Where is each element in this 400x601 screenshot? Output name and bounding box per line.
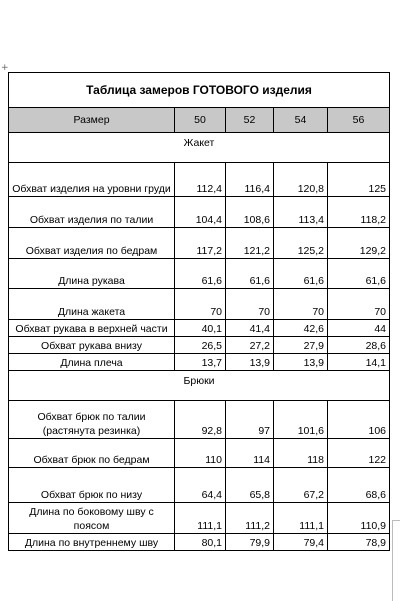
table-row (9, 468, 390, 503)
measurement-label: Длина рукава (9, 259, 175, 289)
measurement-value: 78,9 (328, 534, 390, 551)
table-row (9, 503, 390, 534)
measurement-value: 70 (226, 289, 274, 320)
table-row (9, 259, 390, 289)
measurement-label: Обхват брюк по талии (растянута резинка) (9, 401, 175, 439)
measurement-value: 44 (328, 320, 390, 337)
measurement-label: Обхват изделия по талии (9, 197, 175, 228)
measurements-table (8, 72, 390, 551)
measurement-label: Обхват изделия по бедрам (9, 228, 175, 259)
measurement-label: Обхват рукава внизу (9, 337, 175, 354)
measurement-value: 101,6 (274, 401, 328, 439)
measurement-label: Обхват брюк по низу (9, 468, 175, 503)
measurement-value: 111,1 (274, 503, 328, 534)
size-header-cell: 50 (175, 108, 226, 133)
measurement-label: Обхват брюк по бедрам (9, 439, 175, 468)
measurement-value: 111,1 (175, 503, 226, 534)
measurement-value: 13,9 (274, 354, 328, 371)
table-move-handle-icon[interactable]: + (1, 63, 9, 73)
measurement-value: 110,9 (328, 503, 390, 534)
measurement-value: 27,2 (226, 337, 274, 354)
measurement-value: 26,5 (175, 337, 226, 354)
size-header-cell: 52 (226, 108, 274, 133)
size-header-cell: 56 (328, 108, 390, 133)
section-title: Брюки (9, 371, 390, 401)
table-row (9, 163, 390, 197)
measurement-label: Обхват рукава в верхней части (9, 320, 175, 337)
measurement-label: Длина жакета (9, 289, 175, 320)
measurement-value: 28,6 (328, 337, 390, 354)
table-row (9, 289, 390, 320)
measurement-value: 106 (328, 401, 390, 439)
section-header-row (9, 133, 390, 163)
table-header-row (9, 108, 390, 133)
measurement-value: 112,4 (175, 163, 226, 197)
measurement-value: 125,2 (274, 228, 328, 259)
table-row (9, 337, 390, 354)
measurement-value: 113,4 (274, 197, 328, 228)
table-title: Таблица замеров ГОТОВОГО изделия (9, 73, 390, 108)
measurement-value: 70 (274, 289, 328, 320)
measurement-value: 118,2 (328, 197, 390, 228)
page-corner-marker (392, 520, 400, 601)
measurement-value: 116,4 (226, 163, 274, 197)
measurement-value: 80,1 (175, 534, 226, 551)
measurement-value: 67,2 (274, 468, 328, 503)
measurement-value: 61,6 (226, 259, 274, 289)
table-row (9, 197, 390, 228)
measurement-value: 79,4 (274, 534, 328, 551)
measurement-value: 13,7 (175, 354, 226, 371)
measurement-value: 117,2 (175, 228, 226, 259)
section-header-row (9, 371, 390, 401)
size-header-label: Размер (9, 108, 175, 133)
measurement-value: 27,9 (274, 337, 328, 354)
measurement-value: 70 (328, 289, 390, 320)
table-title-row (9, 73, 390, 108)
measurement-value: 114 (226, 439, 274, 468)
measurement-value: 61,6 (274, 259, 328, 289)
table-row (9, 354, 390, 371)
measurement-value: 111,2 (226, 503, 274, 534)
measurement-value: 70 (175, 289, 226, 320)
measurement-value: 40,1 (175, 320, 226, 337)
measurement-value: 42,6 (274, 320, 328, 337)
measurement-label: Длина по боковому шву с поясом (9, 503, 175, 534)
measurement-value: 92,8 (175, 401, 226, 439)
measurement-value: 108,6 (226, 197, 274, 228)
table-row (9, 228, 390, 259)
measurement-value: 97 (226, 401, 274, 439)
measurement-value: 122 (328, 439, 390, 468)
measurement-value: 61,6 (175, 259, 226, 289)
measurement-value: 110 (175, 439, 226, 468)
measurement-value: 64,4 (175, 468, 226, 503)
section-title: Жакет (9, 133, 390, 163)
table-row (9, 439, 390, 468)
table-row (9, 534, 390, 551)
measurement-value: 118 (274, 439, 328, 468)
table-row (9, 320, 390, 337)
measurement-label: Обхват изделия на уровни груди (9, 163, 175, 197)
measurement-value: 41,4 (226, 320, 274, 337)
measurement-value: 121,2 (226, 228, 274, 259)
measurement-value: 79,9 (226, 534, 274, 551)
measurement-value: 65,8 (226, 468, 274, 503)
measurement-value: 129,2 (328, 228, 390, 259)
measurement-label: Длина плеча (9, 354, 175, 371)
measurement-value: 68,6 (328, 468, 390, 503)
measurement-value: 120,8 (274, 163, 328, 197)
measurement-value: 125 (328, 163, 390, 197)
size-header-cell: 54 (274, 108, 328, 133)
measurement-value: 104,4 (175, 197, 226, 228)
measurement-value: 13,9 (226, 354, 274, 371)
measurement-label: Длина по внутреннему шву (9, 534, 175, 551)
measurement-value: 14,1 (328, 354, 390, 371)
table-row (9, 401, 390, 439)
measurement-value: 61,6 (328, 259, 390, 289)
